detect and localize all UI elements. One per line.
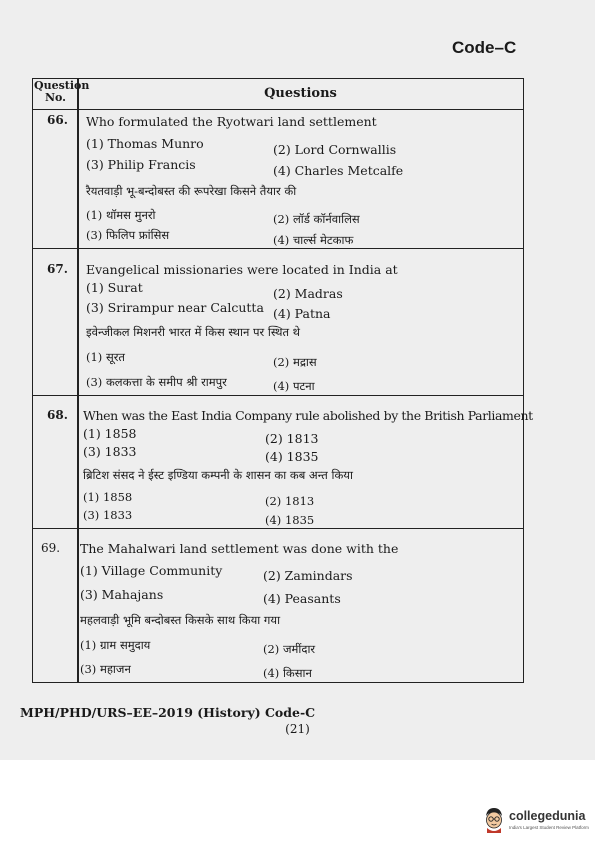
- option-1-en: (1) 1858: [83, 426, 137, 441]
- option-3-hi: (3) फिलिप फ्रांसिस: [86, 228, 170, 242]
- option-1-hi: (1) सूरत: [86, 350, 125, 364]
- option-4-hi: (4) पटना: [273, 379, 315, 393]
- table-header: [33, 79, 523, 110]
- header-question-no: Question No.: [34, 79, 90, 104]
- option-4-hi: (4) चार्ल्स मेटकाफ: [273, 233, 354, 247]
- option-1-hi: (1) थॉमस मुनरो: [86, 208, 156, 222]
- option-3-hi: (3) 1833: [83, 508, 133, 522]
- option-3-hi: (3) कलकत्ता के समीप श्री रामपुर: [86, 375, 227, 389]
- option-2-hi: (2) लॉर्ड कॉर्नवालिस: [273, 212, 360, 226]
- question-text-hi: रैयतवाड़ी भू-बन्दोबस्त की रूपरेखा किसने तैयार की: [86, 184, 297, 198]
- collegedunia-logo: [483, 807, 593, 837]
- question-table: [32, 78, 533, 683]
- brand-name: collegedunia: [509, 809, 586, 823]
- option-2-hi: (2) मद्रास: [273, 355, 317, 369]
- question-text-hi: इवेन्जीकल मिशनरी भारत में किस स्थान पर स्थित थे: [86, 325, 301, 339]
- option-4-en: (4) 1835: [265, 449, 319, 464]
- option-3-en: (3) Philip Francis: [86, 157, 196, 172]
- option-2-hi: (2) जमींदार: [263, 642, 316, 656]
- option-2-en: (2) Zamindars: [263, 568, 353, 583]
- option-1-en: (1) Surat: [86, 280, 143, 295]
- question-67: [33, 249, 523, 396]
- option-4-en: (4) Patna: [273, 306, 331, 321]
- option-2-hi: (2) 1813: [265, 494, 315, 508]
- question-text-en: Evangelical missionaries were located in India at: [86, 262, 398, 277]
- option-4-en: (4) Peasants: [263, 591, 341, 606]
- option-4-hi: (4) 1835: [265, 513, 315, 527]
- option-4-hi: (4) किसान: [263, 666, 312, 680]
- question-text-hi: ब्रिटिश संसद ने ईस्ट इण्डिया कम्पनी के शासन का कब अन्त किया: [83, 468, 353, 482]
- option-3-en: (3) 1833: [83, 444, 137, 459]
- footer-paper-code: MPH/PHD/URS–EE–2019 (History) Code-C: [20, 705, 316, 720]
- page-number: (21): [285, 722, 310, 736]
- option-1-hi: (1) ग्राम समुदाय: [80, 638, 151, 652]
- question-number: 68.: [47, 408, 68, 422]
- header-questions: Questions: [264, 86, 337, 101]
- option-1-en: (1) Village Community: [80, 563, 223, 578]
- option-3-en: (3) Mahajans: [80, 587, 164, 602]
- option-1-hi: (1) 1858: [83, 490, 133, 504]
- option-1-en: (1) Thomas Munro: [86, 136, 204, 151]
- option-3-hi: (3) महाजन: [80, 662, 131, 676]
- question-text-en: The Mahalwari land settlement was done with the: [80, 541, 399, 556]
- option-3-en: (3) Srirampur near Calcutta: [86, 300, 264, 315]
- brand-tagline: India's Largest Student Review Platform: [509, 825, 589, 830]
- question-66: [33, 109, 523, 249]
- option-2-en: (2) Madras: [273, 286, 343, 301]
- option-2-en: (2) 1813: [265, 431, 319, 446]
- question-number: 67.: [47, 262, 68, 276]
- mascot-icon: [483, 807, 505, 833]
- question-68: [33, 396, 533, 529]
- code-label: Code–C: [452, 38, 517, 57]
- question-number: 69.: [41, 541, 61, 555]
- question-69: [33, 529, 523, 682]
- question-text-hi: महलवाड़ी भूमि बन्दोबस्त किसके साथ किया गया: [80, 613, 281, 627]
- question-text-en: Who formulated the Ryotwari land settlement: [86, 114, 377, 129]
- option-2-en: (2) Lord Cornwallis: [273, 142, 397, 157]
- option-4-en: (4) Charles Metcalfe: [273, 163, 404, 178]
- question-text-en: When was the East India Company rule abolished by the British Parliament: [83, 408, 533, 423]
- question-number: 66.: [47, 113, 68, 127]
